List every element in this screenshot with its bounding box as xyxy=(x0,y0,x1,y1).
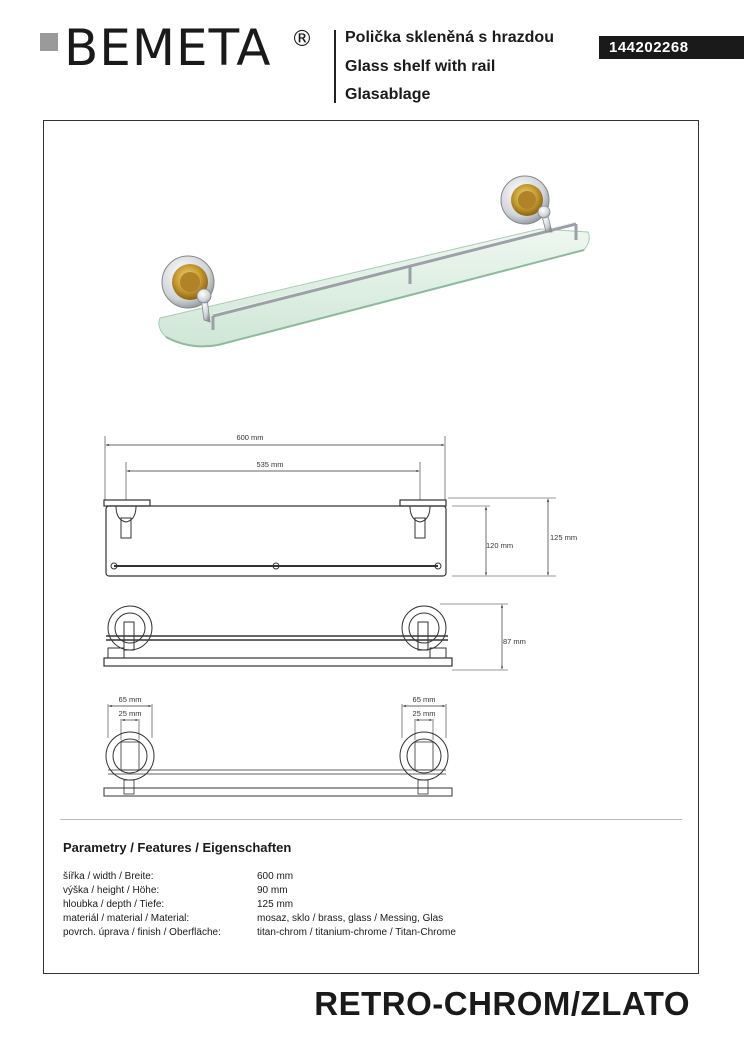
feature-label: šířka / width / Breite: xyxy=(63,871,154,882)
feature-value: 125 mm xyxy=(257,899,294,910)
feature-label: výška / height / Höhe: xyxy=(63,885,160,896)
feature-value: mosaz, sklo / brass, glass / Messing, Glas xyxy=(257,913,444,924)
title-cz: Polička skleněná s hrazdou xyxy=(345,29,554,46)
registered-mark: ® xyxy=(291,27,313,52)
dim-height-side: 125 mm xyxy=(550,533,578,542)
product-photo xyxy=(159,176,589,346)
features-heading: Parametry / Features / Eigenschaften xyxy=(63,840,292,855)
dim-rosette-outer-left: 65 mm xyxy=(118,695,142,704)
dim-rosette-inner-right: 25 mm xyxy=(412,709,436,718)
feature-label: povrch. úprava / finish / Oberfläche: xyxy=(63,927,221,938)
dim-width-total: 600 mm xyxy=(236,433,264,442)
front-view xyxy=(104,436,556,576)
feature-value: 90 mm xyxy=(257,885,288,896)
top-view xyxy=(104,604,508,670)
section-divider xyxy=(60,819,682,820)
right-rosette xyxy=(501,176,552,232)
title-de: Glasablage xyxy=(345,86,431,103)
feature-value: 600 mm xyxy=(257,871,294,882)
dim-rosette-outer-right: 65 mm xyxy=(412,695,436,704)
side-view xyxy=(104,704,452,796)
title-en: Glass shelf with rail xyxy=(345,58,496,75)
dim-rosette-inner-left: 25 mm xyxy=(118,709,142,718)
feature-label: hloubka / depth / Tiefe: xyxy=(63,899,165,910)
collection-name: RETRO-CHROM/ZLATO xyxy=(314,985,690,1022)
brand-logo: BEMETA xyxy=(64,19,272,77)
product-code: 144202268 xyxy=(599,36,744,59)
dim-height-front: 120 mm xyxy=(486,541,514,550)
dim-width-rail: 535 mm xyxy=(256,460,284,469)
dim-depth: 87 mm xyxy=(503,637,526,646)
feature-label: materiál / material / Material: xyxy=(63,913,190,924)
feature-value: titan-chrom / titanium-chrome / Titan-Chrome xyxy=(257,927,456,938)
